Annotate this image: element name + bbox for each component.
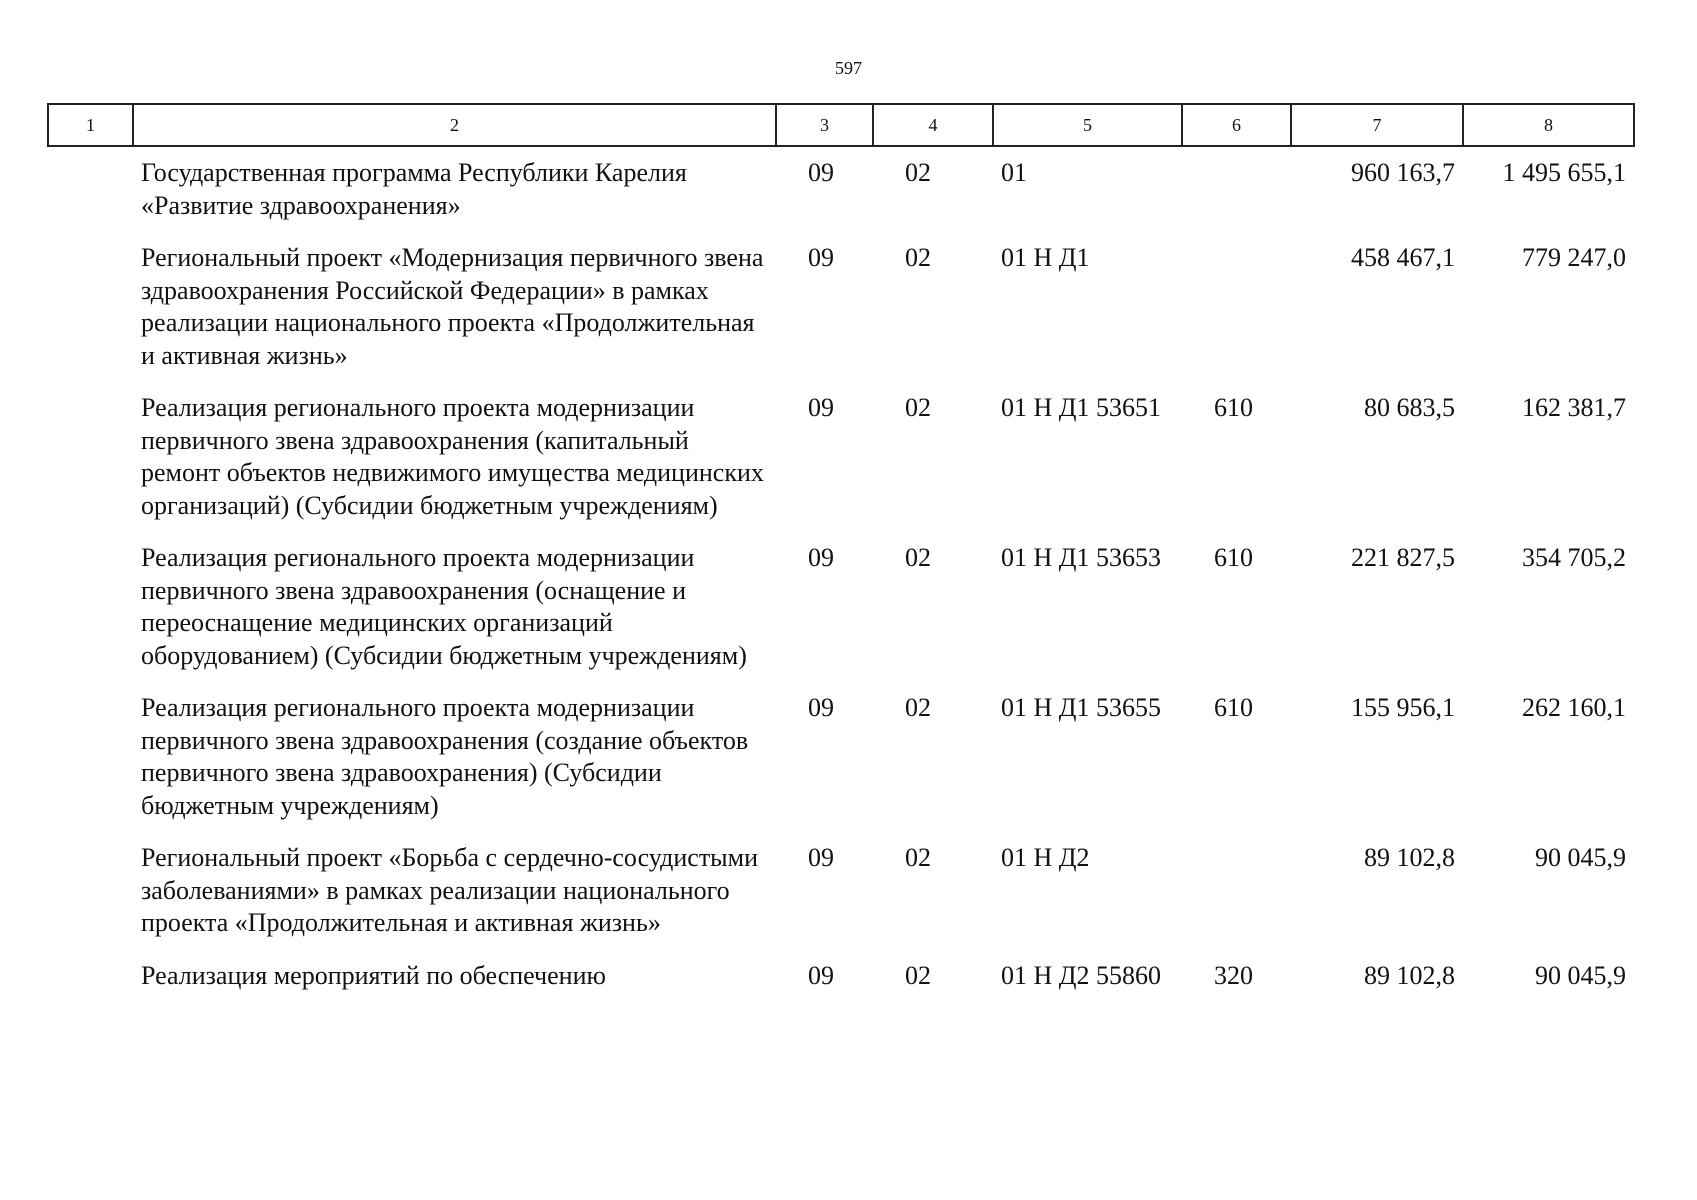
column-header: 5	[993, 104, 1182, 146]
cell-col1	[48, 382, 133, 532]
column-header: 8	[1463, 104, 1634, 146]
cell-description: Реализация регионального проекта модернизации первичного звена здравоохранения (оснащение и переоснащение медицинских организаций оборудованием) (Субсидии бюджетным учреждениям)	[141, 543, 747, 670]
cell-expense-type	[1182, 232, 1291, 382]
cell-expense-type: 610	[1214, 393, 1253, 422]
page-number: 597	[835, 58, 862, 78]
cell-description: Реализация мероприятий по обеспечению	[141, 960, 606, 990]
budget-table	[47, 103, 1635, 1002]
cell-description: Реализация регионального проекта модернизации первичного звена здравоохранения (капитальный ремонт объектов недвижимого имущества медицинских организаций) (Субсидии бюджетным учреждениям)	[141, 393, 764, 520]
cell-amount-8: 1 495 655,1	[1502, 158, 1626, 187]
cell-section: 09	[808, 393, 834, 422]
cell-col1	[48, 232, 133, 382]
cell-col1	[48, 832, 133, 950]
table-row	[48, 682, 1634, 832]
cell-description: Реализация регионального проекта модернизации первичного звена здравоохранения (создание объектов первичного звена здравоохранения) (Субсидии бюджетным учреждениям)	[141, 693, 749, 820]
cell-amount-7: 89 102,8	[1364, 960, 1455, 990]
cell-target-code: 01 Н Д1 53651	[1001, 393, 1162, 422]
cell-expense-type: 610	[1214, 543, 1253, 572]
cell-col1	[48, 950, 133, 1003]
cell-amount-8: 779 247,0	[1522, 243, 1626, 272]
cell-amount-7: 458 467,1	[1351, 243, 1455, 272]
cell-section: 09	[808, 243, 834, 272]
cell-description: Государственная программа Республики Карелия «Развитие здравоохранения»	[141, 158, 687, 220]
cell-section: 09	[808, 158, 834, 187]
cell-expense-type	[1182, 832, 1291, 950]
column-header: 2	[133, 104, 776, 146]
cell-expense-type: 320	[1214, 960, 1253, 990]
column-header: 1	[48, 104, 133, 146]
column-header: 4	[873, 104, 993, 146]
cell-expense-type: 610	[1214, 693, 1253, 722]
table-row	[48, 832, 1634, 950]
table-row	[48, 232, 1634, 382]
cell-subsection: 02	[905, 693, 931, 722]
cell-expense-type	[1182, 146, 1291, 232]
cell-amount-7: 155 956,1	[1351, 693, 1455, 722]
cell-description: Региональный проект «Борьба с сердечно-сосудистыми заболеваниями» в рамках реализации национального проекта «Продолжительная и активная жизнь»	[141, 843, 759, 937]
cell-subsection: 02	[905, 393, 931, 422]
cell-target-code: 01 Н Д2	[1001, 843, 1090, 872]
table-header-row	[48, 104, 1634, 146]
cell-section: 09	[808, 543, 834, 572]
cell-target-code: 01 Н Д1 53653	[1001, 543, 1162, 572]
table-row	[48, 950, 1634, 1003]
table-row	[48, 532, 1634, 682]
cell-target-code: 01 Н Д1 53655	[1001, 693, 1162, 722]
cell-amount-7: 89 102,8	[1364, 843, 1455, 872]
cell-target-code: 01 Н Д2 55860	[1001, 960, 1162, 990]
cell-section: 09	[808, 843, 834, 872]
cell-col1	[48, 682, 133, 832]
table-row	[48, 382, 1634, 532]
cell-section: 09	[808, 693, 834, 722]
cell-description: Региональный проект «Модернизация первичного звена здравоохранения Российской Федерации» в рамках реализации национального проекта «Продолжительная и активная жизнь»	[141, 243, 764, 370]
cell-amount-8: 262 160,1	[1522, 693, 1626, 722]
cell-section: 09	[808, 960, 834, 990]
cell-target-code: 01 Н Д1	[1001, 243, 1090, 272]
cell-col1	[48, 532, 133, 682]
cell-amount-7: 80 683,5	[1364, 393, 1455, 422]
table-row	[48, 146, 1634, 232]
cell-subsection: 02	[905, 243, 931, 272]
cell-amount-7: 221 827,5	[1351, 543, 1455, 572]
cell-subsection: 02	[905, 843, 931, 872]
cell-subsection: 02	[905, 543, 931, 572]
cell-amount-8: 354 705,2	[1522, 543, 1626, 572]
cell-subsection: 02	[905, 960, 931, 990]
cell-amount-8: 162 381,7	[1522, 393, 1626, 422]
column-header: 3	[776, 104, 873, 146]
cell-amount-7: 960 163,7	[1351, 158, 1455, 187]
column-header: 6	[1182, 104, 1291, 146]
cell-amount-8: 90 045,9	[1535, 960, 1626, 990]
cell-amount-8: 90 045,9	[1535, 843, 1626, 872]
cell-target-code: 01	[1001, 158, 1027, 187]
cell-col1	[48, 146, 133, 232]
cell-subsection: 02	[905, 158, 931, 187]
column-header: 7	[1291, 104, 1463, 146]
